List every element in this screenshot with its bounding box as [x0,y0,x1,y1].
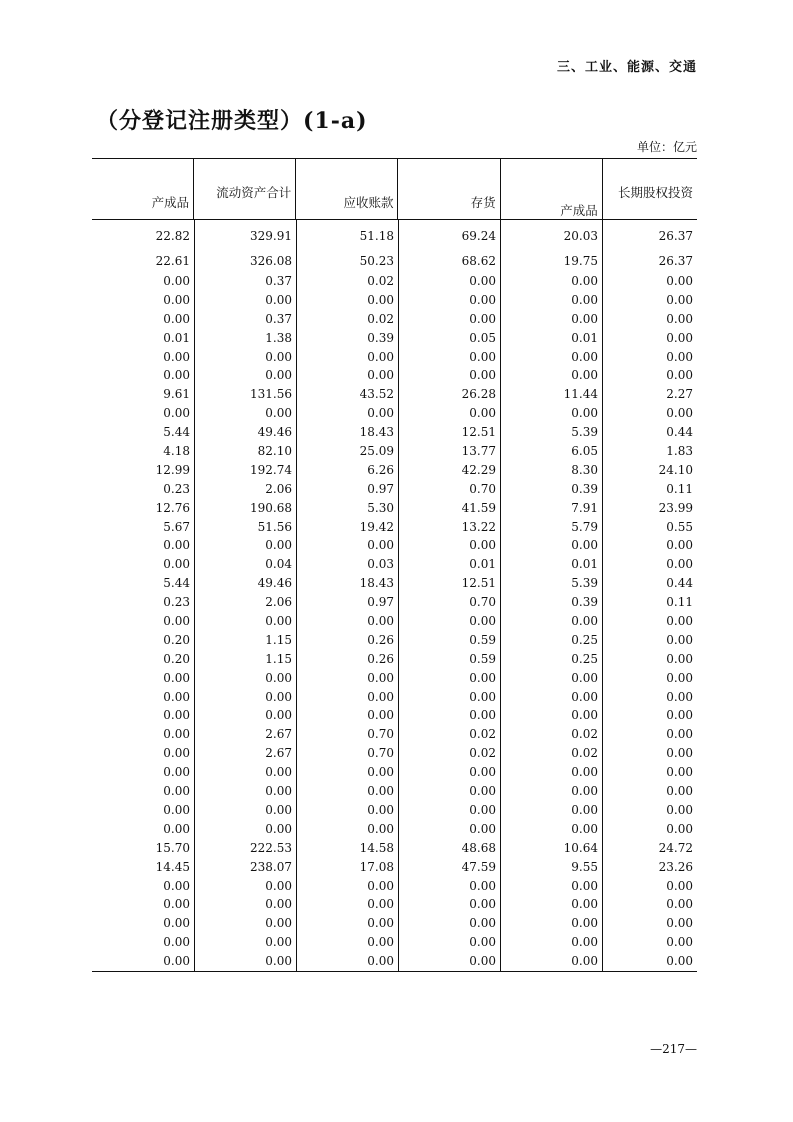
table-row [92,480,697,499]
table-cell: 0.00 [194,669,296,688]
table-cell: 0.00 [602,631,697,650]
table-cell: 0.00 [602,650,697,669]
table-cell: 12.51 [398,574,500,593]
table-cell: 22.82 [155,229,190,243]
table-cell: 0.01 [500,555,602,574]
data-table [92,158,697,972]
table-cell: 0.00 [500,933,602,952]
column-header-label: 存货 [470,195,496,210]
table-cell: 0.00 [602,801,697,820]
table-cell: 0.00 [602,272,697,291]
table-cell: 1.15 [194,650,296,669]
table-row [92,650,697,669]
table-cell: 0.00 [602,706,697,725]
page-number: —217— [650,1042,697,1056]
table-row [92,895,697,914]
table-cell: 0.00 [194,612,296,631]
table-cell: 82.10 [194,442,296,461]
table-cell: 0.00 [296,820,398,839]
table-cell: 0.00 [163,727,190,742]
table-row [92,220,697,246]
table-cell: 0.00 [194,820,296,839]
table-cell: 0.23 [163,595,190,610]
table-cell: 0.00 [163,765,190,780]
table-row [92,877,697,896]
table-cell: 0.00 [500,763,602,782]
table-cell: 0.00 [163,708,190,723]
table-cell: 0.00 [194,877,296,896]
table-cell: 0.00 [398,706,500,725]
table-cell: 0.25 [500,631,602,650]
table-cell: 2.27 [602,385,697,404]
table-cell: 0.00 [398,348,500,367]
table-cell: 0.00 [194,933,296,952]
table-cell: 5.79 [500,518,602,537]
table-cell: 0.00 [500,706,602,725]
table-cell: 0.03 [296,555,398,574]
table-cell: 0.00 [500,536,602,555]
table-cell: 0.00 [602,877,697,896]
table-cell: 2.67 [194,744,296,763]
table-row [92,952,697,971]
table-cell: 0.20 [163,651,190,666]
table-cell: 0.00 [398,877,500,896]
table-cell: 0.02 [500,744,602,763]
table-row [92,688,697,707]
table-cell: 0.70 [296,744,398,763]
table-cell: 0.00 [398,272,500,291]
table-cell: 0.00 [163,614,190,629]
table-cell: 8.30 [500,461,602,480]
table-cell: 6.05 [500,442,602,461]
table-cell: 0.00 [602,348,697,367]
table-cell: 12.76 [155,500,190,515]
table-cell: 0.00 [398,366,500,385]
table-cell: 0.00 [163,916,190,931]
table-cell: 0.00 [296,952,398,971]
column-header [92,159,193,219]
table-cell: 0.00 [500,612,602,631]
table-cell: 68.62 [398,246,500,272]
table-cell: 0.00 [194,291,296,310]
table-cell: 0.01 [398,555,500,574]
table-cell: 24.72 [602,839,697,858]
table-row [92,612,697,631]
unit-label: 单位：亿元 [636,140,697,154]
table-cell: 0.00 [163,954,190,969]
table-cell: 6.26 [296,461,398,480]
table-cell: 0.97 [296,480,398,499]
table-cell: 0.00 [398,688,500,707]
table-cell: 0.00 [398,895,500,914]
table-cell: 0.70 [296,725,398,744]
chapter-heading: 三、工业、能源、交通 [556,60,697,75]
table-cell: 0.00 [163,670,190,685]
table-cell: 13.77 [398,442,500,461]
table-cell: 0.00 [296,782,398,801]
table-cell: 18.43 [296,574,398,593]
table-cell: 20.03 [500,220,602,246]
table-cell: 5.30 [296,499,398,518]
table-cell: 0.00 [163,935,190,950]
table-row [92,593,697,612]
table-cell: 0.00 [602,555,697,574]
table-cell: 42.29 [398,461,500,480]
table-cell: 11.44 [500,385,602,404]
table-cell: 0.00 [398,763,500,782]
table-title: （分登记注册类型）(1-a) [96,108,368,134]
table-cell: 0.20 [163,632,190,647]
column-header-label: 长期股权投资 [617,185,693,200]
table-cell: 5.67 [163,519,190,534]
column-header [397,159,499,219]
table-cell: 50.23 [296,246,398,272]
table-row [92,744,697,763]
table-cell: 10.64 [500,839,602,858]
table-row [92,246,697,272]
table-cell: 12.51 [398,423,500,442]
table-cell: 12.99 [155,462,190,477]
column-header-label: 流动资产合计 [216,185,292,200]
table-cell: 15.70 [155,840,190,855]
table-cell: 0.00 [500,820,602,839]
table-row [92,291,697,310]
table-row [92,763,697,782]
table-cell: 0.00 [296,914,398,933]
table-cell: 0.00 [163,406,190,421]
table-cell: 0.00 [296,669,398,688]
table-cell: 0.00 [398,914,500,933]
table-cell: 0.00 [296,801,398,820]
table-cell: 69.24 [398,220,500,246]
table-cell: 0.00 [194,366,296,385]
table-cell: 0.00 [398,291,500,310]
table-cell: 0.00 [500,801,602,820]
table-cell: 0.00 [398,536,500,555]
table-cell: 0.00 [602,688,697,707]
table-cell: 0.00 [194,688,296,707]
table-cell: 0.00 [398,612,500,631]
table-cell: 41.59 [398,499,500,518]
table-cell: 0.00 [500,310,602,329]
table-cell: 0.00 [194,348,296,367]
table-cell: 0.00 [194,706,296,725]
table-cell: 0.00 [602,404,697,423]
table-cell: 2.06 [194,480,296,499]
table-row [92,839,697,858]
table-row [92,820,697,839]
table-cell: 0.00 [163,557,190,572]
table-cell: 22.61 [155,254,190,268]
table-row [92,366,697,385]
table-cell: 0.00 [500,669,602,688]
table-row [92,442,697,461]
table-cell: 18.43 [296,423,398,442]
table-cell: 49.46 [194,574,296,593]
table-cell: 0.00 [602,895,697,914]
table-cell: 5.39 [500,423,602,442]
table-cell: 329.91 [194,220,296,246]
table-row [92,518,697,537]
table-row [92,933,697,952]
table-row [92,914,697,933]
table-cell: 0.00 [296,366,398,385]
table-cell: 48.68 [398,839,500,858]
table-cell: 0.00 [296,933,398,952]
table-cell: 0.00 [602,933,697,952]
table-cell: 0.00 [163,784,190,799]
table-cell: 1.83 [602,442,697,461]
table-cell: 0.44 [602,423,697,442]
table-cell: 0.00 [163,897,190,912]
table-cell: 0.02 [296,310,398,329]
column-header [602,159,697,219]
table-cell: 0.37 [194,272,296,291]
table-cell: 0.00 [194,536,296,555]
table-cell: 326.08 [194,246,296,272]
table-cell: 23.26 [602,858,697,877]
table-cell: 5.44 [163,576,190,591]
table-cell: 190.68 [194,499,296,518]
table-cell: 0.00 [163,311,190,326]
table-row [92,631,697,650]
table-cell: 0.11 [602,480,697,499]
table-cell: 0.00 [602,366,697,385]
table-cell: 131.56 [194,385,296,404]
table-cell: 0.00 [194,952,296,971]
table-cell: 0.00 [602,725,697,744]
column-header [295,159,397,219]
table-cell: 0.00 [296,763,398,782]
table-cell: 0.00 [602,763,697,782]
table-cell: 0.00 [500,895,602,914]
table-cell: 238.07 [194,858,296,877]
table-cell: 0.02 [500,725,602,744]
column-header-label: 应收账款 [343,195,394,210]
table-row [92,404,697,423]
table-cell: 0.00 [602,329,697,348]
table-row [92,329,697,348]
table-cell: 9.61 [163,387,190,402]
table-cell: 0.00 [163,878,190,893]
table-cell: 0.00 [500,914,602,933]
table-cell: 14.45 [155,859,190,874]
table-cell: 7.91 [500,499,602,518]
table-cell: 0.00 [163,274,190,288]
table-cell: 0.44 [602,574,697,593]
table-cell: 26.37 [602,246,697,272]
table-cell: 14.58 [296,839,398,858]
table-cell: 0.39 [500,593,602,612]
table-cell: 23.99 [602,499,697,518]
table-cell: 0.00 [163,292,190,307]
table-cell: 0.00 [398,801,500,820]
table-cell: 0.02 [296,272,398,291]
table-cell: 0.55 [602,518,697,537]
table-cell: 0.00 [500,782,602,801]
table-cell: 0.00 [602,952,697,971]
table-cell: 0.59 [398,631,500,650]
table-cell: 0.00 [398,820,500,839]
table-body [92,220,697,971]
table-cell: 4.18 [163,444,190,459]
table-cell: 0.00 [398,933,500,952]
table-row [92,536,697,555]
table-row [92,555,697,574]
table-cell: 1.38 [194,329,296,348]
table-cell: 0.00 [296,536,398,555]
table-cell: 0.00 [500,366,602,385]
table-cell: 43.52 [296,385,398,404]
table-cell: 0.00 [194,801,296,820]
table-cell: 0.00 [500,404,602,423]
table-cell: 0.59 [398,650,500,669]
table-row [92,574,697,593]
table-row [92,725,697,744]
table-cell: 0.00 [194,763,296,782]
table-row [92,461,697,480]
table-cell: 0.97 [296,593,398,612]
table-cell: 24.10 [602,461,697,480]
table-row [92,782,697,801]
table-cell: 0.00 [398,310,500,329]
table-row [92,272,697,291]
table-cell: 0.00 [602,744,697,763]
table-cell: 0.26 [296,631,398,650]
table-cell: 51.18 [296,220,398,246]
table-cell: 0.01 [163,330,190,345]
column-header-label: 产成品 [151,195,190,210]
table-cell: 19.75 [500,246,602,272]
column-header-label: 产成品 [560,203,598,218]
table-cell: 17.08 [296,858,398,877]
table-cell: 49.46 [194,423,296,442]
table-cell: 0.00 [296,348,398,367]
table-cell: 26.37 [602,220,697,246]
table-cell: 25.09 [296,442,398,461]
column-header [500,159,602,219]
table-cell: 0.00 [398,952,500,971]
table-cell: 0.00 [602,310,697,329]
table-row [92,423,697,442]
table-row [92,669,697,688]
table-cell: 0.01 [500,329,602,348]
table-cell: 0.00 [500,272,602,291]
table-cell: 0.00 [296,404,398,423]
table-cell: 0.02 [398,744,500,763]
table-cell: 0.05 [398,329,500,348]
table-cell: 0.00 [194,404,296,423]
table-cell: 222.53 [194,839,296,858]
table-row [92,858,697,877]
table-row [92,348,697,367]
table-cell: 2.06 [194,593,296,612]
table-row [92,706,697,725]
table-cell: 0.00 [163,821,190,836]
table-cell: 0.00 [296,688,398,707]
table-cell: 0.25 [500,650,602,669]
column-header [193,159,295,219]
table-cell: 0.00 [194,895,296,914]
table-cell: 0.00 [602,820,697,839]
table-cell: 0.00 [398,404,500,423]
table-cell: 0.00 [296,877,398,896]
table-cell: 0.00 [163,689,190,704]
table-cell: 0.00 [602,914,697,933]
table-cell: 0.00 [194,914,296,933]
table-cell: 9.55 [500,858,602,877]
table-cell: 19.42 [296,518,398,537]
table-cell: 0.00 [602,536,697,555]
table-cell: 5.39 [500,574,602,593]
table-cell: 26.28 [398,385,500,404]
table-cell: 0.00 [500,348,602,367]
table-cell: 0.00 [602,291,697,310]
table-cell: 0.11 [602,593,697,612]
table-cell: 0.00 [163,538,190,553]
table-cell: 0.70 [398,593,500,612]
table-cell: 0.39 [296,329,398,348]
table-cell: 1.15 [194,631,296,650]
table-cell: 0.00 [398,669,500,688]
table-cell: 0.00 [194,782,296,801]
table-header [92,159,697,220]
table-cell: 0.70 [398,480,500,499]
table-cell: 0.00 [500,877,602,896]
table-cell: 0.00 [163,368,190,383]
table-cell: 0.00 [163,349,190,364]
table-cell: 0.39 [500,480,602,499]
table-cell: 0.00 [500,952,602,971]
table-cell: 0.00 [602,782,697,801]
table-cell: 0.23 [163,481,190,496]
table-cell: 2.67 [194,725,296,744]
table-row [92,385,697,404]
table-cell: 0.00 [163,746,190,761]
table-row [92,499,697,518]
table-cell: 51.56 [194,518,296,537]
table-row [92,801,697,820]
table-cell: 0.26 [296,650,398,669]
table-cell: 0.00 [398,782,500,801]
table-cell: 0.04 [194,555,296,574]
table-cell: 0.00 [602,669,697,688]
table-cell: 47.59 [398,858,500,877]
table-cell: 192.74 [194,461,296,480]
table-cell: 0.00 [296,291,398,310]
table-cell: 0.00 [500,688,602,707]
table-cell: 5.44 [163,425,190,440]
table-cell: 0.00 [500,291,602,310]
table-cell: 0.00 [296,612,398,631]
table-row [92,310,697,329]
table-cell: 0.00 [602,612,697,631]
table-cell: 0.00 [296,895,398,914]
table-cell: 0.00 [163,802,190,817]
table-cell: 0.00 [296,706,398,725]
table-cell: 0.02 [398,725,500,744]
table-cell: 0.37 [194,310,296,329]
table-cell: 13.22 [398,518,500,537]
